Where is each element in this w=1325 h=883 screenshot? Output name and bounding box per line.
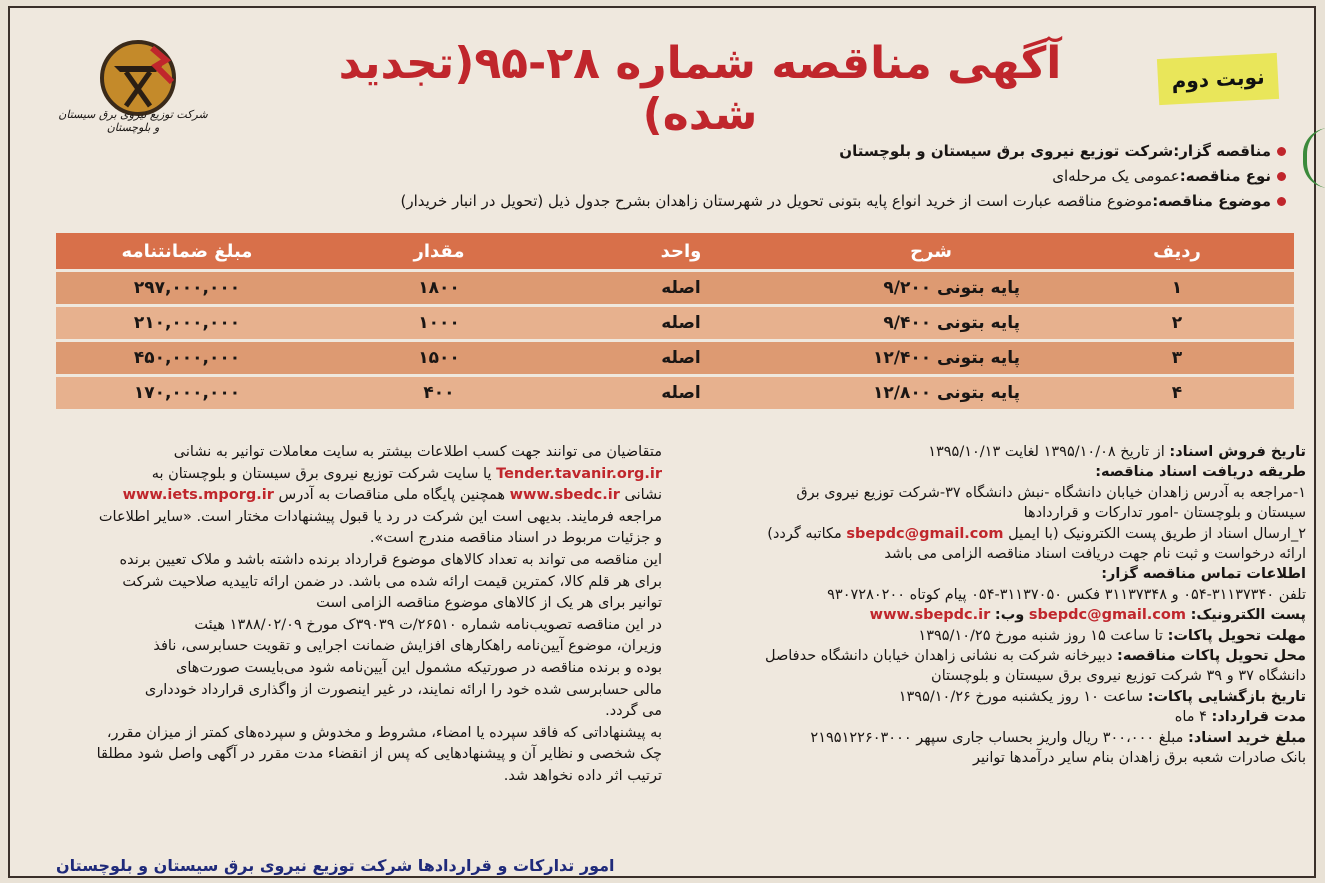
terms-line: مالی حسابرسی شده خود را ارائه نمایند، در غیر اینصورت از واگذاری قرارداد خودداری xyxy=(144,681,662,698)
cell-row-no: ۲ xyxy=(1060,307,1294,339)
cell-guarantee: ۱۷۰,۰۰۰,۰۰۰ xyxy=(56,377,318,409)
cell-guarantee: ۴۵۰,۰۰۰,۰۰۰ xyxy=(56,342,318,374)
terms-line: ترتیب اثر داده نخواهد شد. xyxy=(503,767,662,784)
page-title: آگهی مناقصه شماره ۲۸-۹۵(تجدید شده) xyxy=(338,38,1062,140)
tavanir-link[interactable]: Tender.tavanir.org.ir xyxy=(496,465,662,482)
cell-row-no: ۴ xyxy=(1060,377,1294,409)
header-guarantee: مبلغ ضمانتنامه xyxy=(56,233,318,269)
terms-line: برای هر قلم کالا، کمترین قیمت ارائه شده می باشد. در ضمن ارائه تاییدیه صلاحیت شرکت xyxy=(122,573,662,590)
subject-line: موضوع مناقصه:موضوع مناقصه عبارت است از خرید انواع پایه بتونی تحویل در شهرستان زاهدان بشرح جدول ذیل (تحویل در انبار خریدار) xyxy=(400,192,1286,210)
terms-line: این مناقصه می تواند به تعداد کالاهای موضوع قرارداد برنده داشته باشد و ملاک تعیین برنده xyxy=(119,551,662,568)
terms-line: متقاضیان می توانند جهت کسب اطلاعات بیشتر به سایت معاملات توانیر به نشانی xyxy=(173,444,662,460)
page-edge-mark xyxy=(1303,128,1325,188)
header-row-no: ردیف xyxy=(1060,233,1294,269)
method-line: ۱-مراجعه به آدرس زاهدان خیابان دانشگاه -نبش دانشگاه ۳۷-شرکت توزیع نیروی برق xyxy=(796,484,1306,501)
contact-phone: تلفن ۳۱۱۳۷۳۴۰-۰۵۴ و ۳۱۱۳۷۳۴۸ فکس ۳۱۱۳۷۰۵۰-۰۵۴ پیام کوتاه ۹۳۰۷۲۸۰۲۰۰ xyxy=(827,586,1306,603)
sbedc-link[interactable]: www.sbedc.ir xyxy=(509,487,620,504)
terms-line: مراجعه فرمایند. بدیهی است این شرکت در رد یا قبول پیشنهادات مختار است. «سایر اطلاعات xyxy=(98,508,662,525)
terms-line: توانیر برای هر یک از کالاهای موضوع مناقصه الزامی است xyxy=(316,595,662,612)
price-line: بانک صادرات شعبه برق زاهدان بنام سایر درآمدها توانیر xyxy=(972,750,1306,767)
terms-line: وزیران، موضوع آیین‌نامه راهکارهای افزایش ضمانت اجرایی و تقویت حسابرسی، نافذ xyxy=(153,638,662,655)
cell-row-no: ۳ xyxy=(1060,342,1294,374)
bullet-icon xyxy=(1277,172,1286,181)
tender-notice xyxy=(8,6,1316,878)
cell-description: پایه بتونی ۹/۲۰۰ xyxy=(802,272,1060,304)
contact-heading: اطلاعات تماس مناقصه گزار: xyxy=(1101,566,1306,583)
email-link[interactable]: sbepdc@gmail.com xyxy=(1028,607,1186,624)
opening-line: تاریخ بازگشایی پاکات: ساعت ۱۰ روز یکشنبه مورخ ۱۳۹۵/۱۰/۲۶ xyxy=(898,688,1306,705)
website-link[interactable]: www.sbepdc.ir xyxy=(869,607,991,624)
header-description: شرح xyxy=(802,233,1060,269)
method-line: ۲_ارسال اسناد از طریق پست الکترونیک (با ایمیل sbepdc@gmail.com مکاتبه گردد) xyxy=(767,525,1306,542)
table-row xyxy=(56,272,1294,304)
price-line: مبلغ خرید اسناد: مبلغ ۳۰۰،۰۰۰ ریال واریز بحساب جاری سپهر ۲۱۹۵۱۲۲۶۰۳۰۰۰ xyxy=(810,729,1306,746)
method-note: ارائه درخواست و ثبت نام جهت دریافت اسناد مناقصه الزامی می باشد xyxy=(884,546,1306,563)
terms-line: می گردد. xyxy=(605,703,662,720)
table-row xyxy=(56,307,1294,339)
cell-unit: اصله xyxy=(560,272,802,304)
footer-signature: امور تدارکات و قراردادها شرکت توزیع نیروی برق سیستان و بلوچستان xyxy=(56,856,615,875)
terms-line: Tender.tavanir.org.ir یا سایت شرکت توزیع نیروی برق سیستان و بلوچستان به xyxy=(151,465,662,482)
terms-line: و جزئیات مربوط در اسناد مناقصه مندرج است». xyxy=(369,530,662,547)
cell-unit: اصله xyxy=(560,342,802,374)
header-unit: واحد xyxy=(560,233,802,269)
terms-line: چک شخصی و نظایر آن و پیشنهادهایی که پس از انقضاء مدت مقرر در آگهی واصل شود مطلقا xyxy=(96,746,662,763)
details-column xyxy=(700,442,1306,769)
bullet-icon xyxy=(1277,197,1286,206)
cell-quantity: ۴۰۰ xyxy=(318,377,560,409)
table-row xyxy=(56,377,1294,409)
duration-line: مدت قرارداد: ۴ ماه xyxy=(1174,709,1306,726)
terms-line: نشانی www.sbedc.ir همچنین پایگاه ملی مناقصات به آدرس www.iets.mporg.ir xyxy=(122,487,662,504)
terms-line: به پیشنهاداتی که فاقد سپرده یا امضاء، مشروط و مخدوش و سپرده‌های کمتر از میزان مقرر، xyxy=(106,724,662,741)
place-line: محل تحویل پاکات مناقصه: دبیرخانه شرکت به نشانی زاهدان خیابان دانشگاه حدفاصل xyxy=(764,648,1306,665)
cell-guarantee: ۲۹۷,۰۰۰,۰۰۰ xyxy=(56,272,318,304)
iets-link[interactable]: www.iets.mporg.ir xyxy=(122,487,274,504)
place-line: دانشگاه ۳۷ و ۳۹ شرکت توزیع نیروی برق سیستان و بلوچستان xyxy=(931,668,1306,685)
cell-quantity: ۱۵۰۰ xyxy=(318,342,560,374)
round-badge: نوبت دوم xyxy=(1157,53,1279,105)
cell-unit: اصله xyxy=(560,377,802,409)
email-link[interactable]: sbepdc@gmail.com xyxy=(846,525,1004,542)
terms-line: در این مناقصه تصویب‌نامه شماره ۲۶۵۱۰/ت ۳۹۰۳۹ک مورخ ۱۳۸۸/۰۲/۰۹ هیئت xyxy=(194,616,662,633)
sale-date-line: تاریخ فروش اسناد: از تاریخ ۱۳۹۵/۱۰/۰۸ لغایت ۱۳۹۵/۱۰/۱۳ xyxy=(928,444,1306,460)
deadline-line: مهلت تحویل پاکات: تا ساعت ۱۵ روز شنبه مورخ ۱۳۹۵/۱۰/۲۵ xyxy=(918,627,1306,644)
method-heading: طریقه دریافت اسناد مناقصه: xyxy=(1095,464,1306,481)
email-line: پست الکترونیک: sbepdc@gmail.com وب: www.sbepdc.ir xyxy=(869,607,1306,624)
items-table xyxy=(56,230,1294,412)
type-line: نوع مناقصه:عمومی یک مرحله‌ای xyxy=(1052,167,1286,185)
cell-quantity: ۱۰۰۰ xyxy=(318,307,560,339)
cell-description: پایه بتونی ۹/۴۰۰ xyxy=(802,307,1060,339)
cell-quantity: ۱۸۰۰ xyxy=(318,272,560,304)
cell-unit: اصله xyxy=(560,307,802,339)
bullet-icon xyxy=(1277,147,1286,156)
cell-description: پایه بتونی ۱۲/۴۰۰ xyxy=(802,342,1060,374)
method-line: سیستان و بلوچستان -امور تدارکات و قراردادها xyxy=(1023,505,1306,522)
header-quantity: مقدار xyxy=(318,233,560,269)
logo-caption: شرکت توزیع نیروی برق سیستان و بلوچستان xyxy=(58,108,208,134)
terms-column xyxy=(62,442,662,788)
cell-guarantee: ۲۱۰,۰۰۰,۰۰۰ xyxy=(56,307,318,339)
table-header-row xyxy=(56,233,1294,269)
cell-row-no: ۱ xyxy=(1060,272,1294,304)
cell-description: پایه بتونی ۱۲/۸۰۰ xyxy=(802,377,1060,409)
terms-line: بوده و برنده مناقصه در صورتیکه مشمول این آیین‌نامه شود می‌بایست صورت‌های xyxy=(175,659,662,676)
table-row xyxy=(56,342,1294,374)
employer-line: مناقصه گزار:شرکت توزیع نیروی برق سیستان و بلوچستان xyxy=(839,142,1286,160)
